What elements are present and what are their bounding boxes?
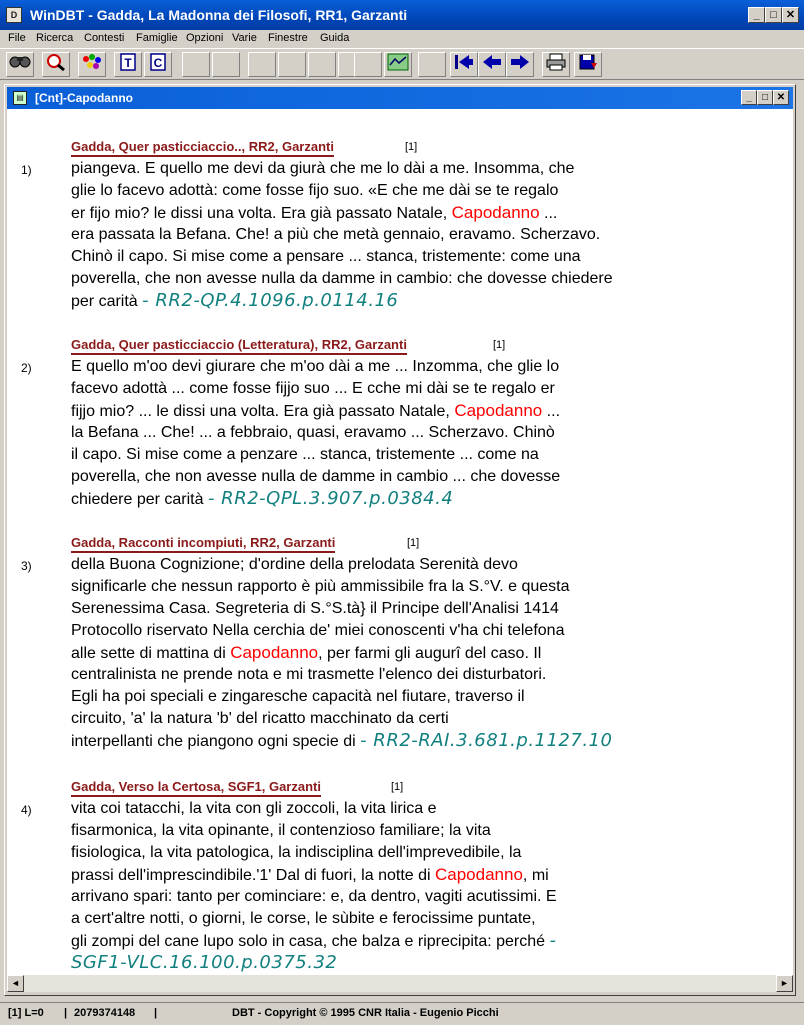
child-close-button[interactable]: ✕ xyxy=(773,90,789,105)
context-line: il capo. Si mise come a penzare ... stanca, tristemente ... come na xyxy=(71,446,539,463)
context-list xyxy=(7,109,793,975)
context-line: Protocollo riservato Nella cerchia de' miei conoscenti v'ha chi telefona xyxy=(71,622,565,639)
binoculars-icon[interactable] xyxy=(6,52,34,77)
context-line xyxy=(71,952,337,975)
window-title: WinDBT - Gadda, La Madonna dei Filosofi, RR1, Garzanti xyxy=(30,7,408,23)
status-copyright: DBT - Copyright © 1995 CNR Italia - Eugenio Picchi xyxy=(232,1007,499,1019)
toolbar xyxy=(0,48,804,80)
citation-reference[interactable]: - RR2-QPL.3.907.p.0384.4 xyxy=(207,488,454,509)
svg-text:C: C xyxy=(153,56,163,70)
citation-reference[interactable]: SGF1-VLC.16.100.p.0375.32 xyxy=(71,952,338,973)
save-disk-icon[interactable] xyxy=(574,52,602,77)
citation-reference[interactable]: - xyxy=(549,930,557,951)
close-button[interactable]: ✕ xyxy=(782,7,799,23)
menu-finestre[interactable]: Finestre xyxy=(268,32,308,44)
context-line: poverella, che non avesse nulla da damme in cambio: che dovesse chiedere xyxy=(71,270,613,287)
menu-bar xyxy=(0,30,804,48)
context-line: per carità - RR2-QP.4.1096.p.0114.16 xyxy=(71,290,399,311)
maximize-button[interactable]: □ xyxy=(765,7,782,23)
toolbar-empty-button-4[interactable] xyxy=(278,52,306,77)
keyword-highlight: Capodanno xyxy=(451,203,540,222)
context-window-titlebar xyxy=(7,87,793,109)
toolbar-empty-button-3[interactable] xyxy=(248,52,276,77)
text-c-icon[interactable] xyxy=(144,52,172,77)
toolbar-empty-button-1[interactable] xyxy=(182,52,210,77)
windbt-app-icon[interactable]: D xyxy=(6,7,22,23)
context-line: Egli ha poi speciali e zingaresche capacità nel fiutare, traverso il xyxy=(71,688,525,705)
context-line: fijjo mio? ... le dissi una volta. Era già passato Natale, Capodanno ... xyxy=(71,401,561,420)
context-line: er fijo mio? le dissi una volta. Era già passato Natale, Capodanno ... xyxy=(71,203,558,222)
menu-contesti[interactable]: Contesti xyxy=(84,32,125,44)
context-line: a cert'altre notti, o giorni, le corse, le sùbite e ferocissime puntate, xyxy=(71,910,536,927)
entry-number: 3) xyxy=(21,559,32,573)
next-arrow-icon[interactable] xyxy=(506,52,534,77)
context-line: piangeva. E quello me devi da giurà che me lo dài a me. Insomma, che xyxy=(71,160,575,177)
status-bar: [1] L=0 | 2079374148 | DBT - Copyright © 1995 CNR Italia - Eugenio Picchi xyxy=(0,1002,804,1025)
toolbar-empty-button-2[interactable] xyxy=(212,52,240,77)
context-line: E quello m'oo devi giurare che m'oo dài a me ... Inzomma, che glie lo xyxy=(71,358,560,375)
menu-file[interactable]: File xyxy=(8,32,26,44)
horizontal-scrollbar[interactable] xyxy=(7,975,793,992)
context-line: glie lo facevo adottà: come fosse fijo suo. «E che me dài se te regalo xyxy=(71,182,559,199)
context-line: Chinò il capo. Si mise come a pensare ... stanca, tristemente: come una xyxy=(71,248,581,265)
menu-ricerca[interactable]: Ricerca xyxy=(36,32,74,44)
context-line: circuito, 'a' la natura 'b' del ricatto macchinato da certi xyxy=(71,710,449,727)
entry-source-link[interactable]: Gadda, Racconti incompiuti, RR2, Garzanti xyxy=(71,535,335,553)
keyword-highlight: Capodanno xyxy=(435,865,523,884)
context-line: era passata la Befana. Che! a più che metà gennaio, eravamo. Scherzavo. xyxy=(71,226,601,243)
printer-icon[interactable] xyxy=(542,52,570,77)
palette-icon[interactable] xyxy=(78,52,106,77)
context-line: significarle che nessun rapporto è più ammissibile fra la S.°V. e questa xyxy=(71,578,570,595)
first-arrow-icon[interactable] xyxy=(450,52,478,77)
keyword-highlight: Capodanno xyxy=(230,643,319,662)
text-t-icon[interactable] xyxy=(114,52,142,77)
entry-number: 2) xyxy=(21,361,32,375)
context-line: gli zompi del cane lupo solo in casa, che balza e riprecipita: perché - xyxy=(71,930,557,951)
window-titlebar xyxy=(0,0,804,30)
context-line: la Befana ... Che! ... a febbraio, quasi, eravamo ... Scherzavo. Chinò xyxy=(71,424,555,441)
toolbar-empty-button-5[interactable] xyxy=(308,52,336,77)
context-line: fisiologica, la vita patologica, la indisciplina dell'imprevedibile, la xyxy=(71,844,522,861)
menu-guida[interactable]: Guida xyxy=(320,32,350,44)
context-line: centralinista ne prende nota e mi trasmette l'elenco dei disturbatori. xyxy=(71,666,547,683)
child-maximize-button[interactable]: □ xyxy=(757,90,773,105)
keyword-highlight: Capodanno xyxy=(454,401,543,420)
entry-number: 1) xyxy=(21,163,32,177)
context-line: Serenessima Casa. Segreteria di S.°S.tà} il Principe dell'Analisi 1414 xyxy=(71,600,559,617)
context-line: arrivano spari: tanto per cominciare: e, da dentro, vagiti acutissimi. E xyxy=(71,888,557,905)
svg-text:T: T xyxy=(124,56,132,70)
context-line: facevo adottà ... come fosse fijjo suo ... E cche mi dài se te regalo er xyxy=(71,380,555,397)
entry-ref: [1] xyxy=(391,781,404,793)
context-line: alle sette di mattina di Capodanno, per farmi gli augurî del caso. Il xyxy=(71,643,542,662)
menu-varie[interactable]: Varie xyxy=(232,32,257,44)
scroll-right-arrow-icon[interactable]: ► xyxy=(776,975,793,992)
scroll-left-arrow-icon[interactable]: ◄ xyxy=(7,975,24,992)
document-icon[interactable]: ▤ xyxy=(13,91,27,105)
context-line: prassi dell'imprescindibile.'1' Dal di fuori, la notte di Capodanno, mi xyxy=(71,865,549,884)
entry-ref: [1] xyxy=(407,537,420,549)
toolbar-empty-button-7[interactable] xyxy=(354,52,382,77)
entry-number: 4) xyxy=(21,803,32,817)
status-position: [1] L=0 xyxy=(8,1007,44,1019)
status-count: 2079374148 xyxy=(74,1007,136,1019)
context-line: interpellanti che piangono ogni specie di - RR2-RAI.3.681.p.1127.10 xyxy=(71,730,613,751)
entry-ref: [1] xyxy=(493,339,506,351)
menu-opzioni[interactable]: Opzioni xyxy=(186,32,224,44)
context-line: fisarmonica, la vita opinante, il contenzioso familiare; la vita xyxy=(71,822,491,839)
citation-reference[interactable]: - RR2-RAI.3.681.p.1127.10 xyxy=(360,730,613,751)
menu-famiglie[interactable]: Famiglie xyxy=(136,32,178,44)
context-line: vita coi tatacchi, la vita con gli zoccoli, la vita lirica e xyxy=(71,800,437,817)
prev-arrow-icon[interactable] xyxy=(478,52,506,77)
zoom-icon[interactable] xyxy=(42,52,70,77)
minimize-button[interactable]: _ xyxy=(748,7,765,23)
context-line: poverella, che non avesse nulla de damme in cambio ... che dovesse xyxy=(71,468,561,485)
graph-icon[interactable] xyxy=(384,52,412,77)
context-line: della Buona Cognizione; d'ordine della prelodata Serenità devo xyxy=(71,556,518,573)
entry-source-link[interactable]: Gadda, Quer pasticciaccio (Letteratura), RR2, Garzanti xyxy=(71,337,407,355)
entry-ref: [1] xyxy=(405,141,418,153)
child-minimize-button[interactable]: _ xyxy=(741,90,757,105)
context-window-title: [Cnt]-Capodanno xyxy=(35,91,133,105)
context-window xyxy=(4,84,796,996)
entry-source-link[interactable]: Gadda, Verso la Certosa, SGF1, Garzanti xyxy=(71,779,321,797)
toolbar-empty-button-8[interactable] xyxy=(418,52,446,77)
citation-reference[interactable]: - RR2-QP.4.1096.p.0114.16 xyxy=(142,290,399,311)
context-line: chiedere per carità - RR2-QPL.3.907.p.0384.4 xyxy=(71,488,454,509)
entry-source-link[interactable]: Gadda, Quer pasticciaccio.., RR2, Garzanti xyxy=(71,139,334,157)
